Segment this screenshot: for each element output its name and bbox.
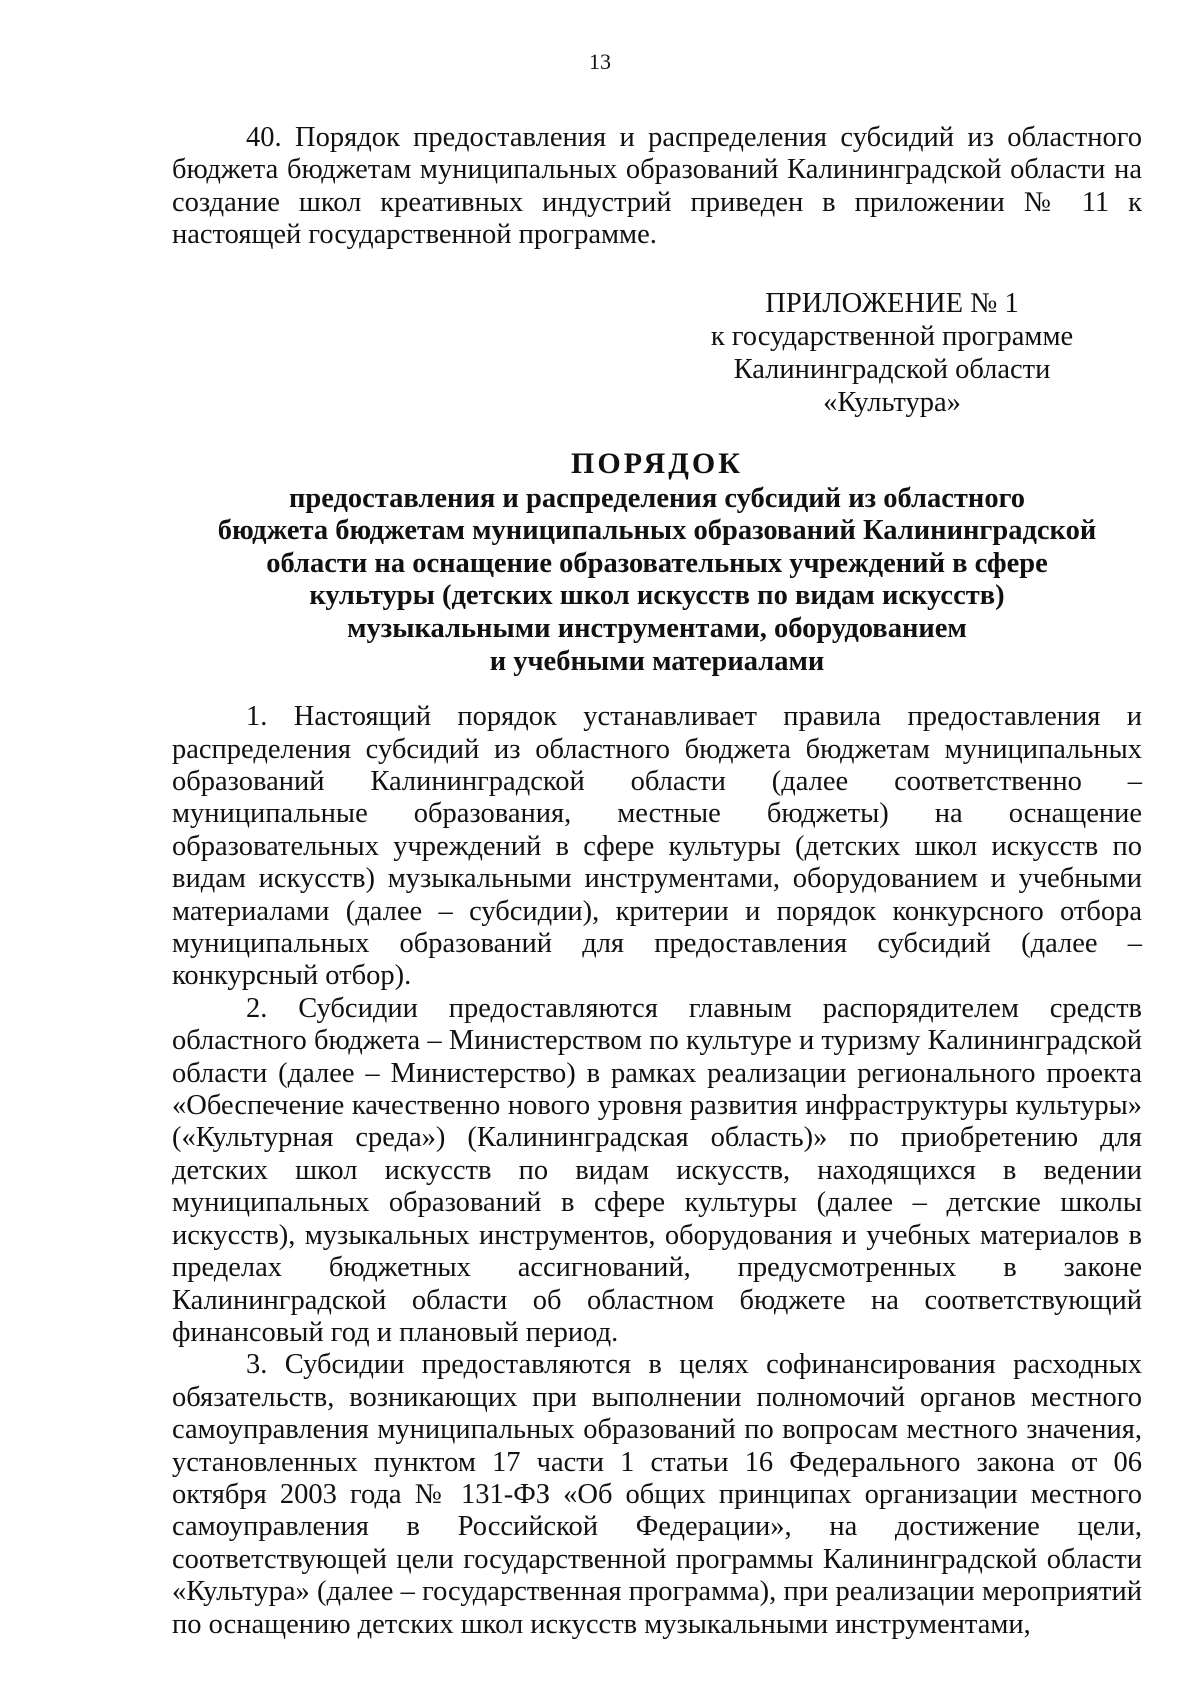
appendix-region-line: Калининградской области bbox=[733, 353, 1051, 385]
appendix-program-line: к государственной программе bbox=[710, 320, 1074, 352]
page-number: 13 bbox=[589, 49, 611, 74]
title-main: ПОРЯДОК bbox=[571, 446, 743, 480]
paragraph-1: 1. Настоящий порядок устанавливает правила предоставления и распределения субсидий из областного бюджета бюджетам муниципальных образований Калининградской области (далее соответственно – муниципальные образования, местные бюджеты) на оснащение образовательных учреждений в сфере культуры (детских школ искусств по видам искусств) музыкальными инструментами, оборудованием и учебными материалами (далее – субсидии), критерии и порядок конкурсного отбора муниципальных образований для предоставления субсидий (далее – конкурсный отбор). bbox=[172, 701, 1142, 992]
paragraph-2: 2. Субсидии предоставляются главным распорядителем средств областного бюджета – Министерством по культуре и туризму Калининградской области (далее – Министерство) в рамках реализации регионального проекта «Обеспечение качественно нового уровня развития инфраструктуры культуры» («Культурная среда») (Калининградская область)» по приобретению для детских школ искусств по видам искусств, находящихся в ведении муниципальных образований в сфере культуры (далее – детские школы искусств), музыкальных инструментов, оборудования и учебных материалов в пределах бюджетных ассигнований, предусмотренных в законе Калининградской области об областном бюджете на соответствующий финансовый год и плановый период. bbox=[172, 992, 1142, 1348]
appendix-program-name: «Культура» bbox=[823, 386, 961, 418]
paragraph-3: 3. Субсидии предоставляются в целях софинансирования расходных обязательств, возникающих при выполнении полномочий органов местного самоуправления муниципальных образований по вопросам местного значения, установленных пунктом 17 части 1 статьи 16 Федерального закона от 06 октября 2003 года № 131-ФЗ «Об общих принципах организации местного самоуправления в Российской Федерации», на достижение цели, соответствующей цели государственной программы Калининградской области «Культура» (далее – государственная программа), при реализации мероприятий по оснащению детских школ искусств музыкальными инструментами, bbox=[172, 1349, 1142, 1640]
document-content bbox=[172, 122, 1142, 1641]
title-line: бюджета бюджетам муниципальных образований Калининградской bbox=[217, 515, 1097, 547]
title-line: области на оснащение образовательных учреждений в сфере bbox=[266, 547, 1048, 579]
title-line: музыкальными инструментами, оборудованием bbox=[347, 613, 967, 644]
appendix-header bbox=[682, 287, 1102, 419]
appendix-label: ПРИЛОЖЕНИЕ № 1 bbox=[765, 287, 1019, 319]
title-line: предоставления и распределения субсидий из областного bbox=[288, 482, 1026, 514]
intro-paragraph: 40. Порядок предоставления и распределения субсидий из областного бюджета бюджетам муниципальных образований Калининградской области на создание школ креативных индустрий приведен в приложении № 11 к настоящей государственной программе. bbox=[172, 122, 1142, 251]
document-title bbox=[172, 445, 1142, 679]
title-line: и учебными материалами bbox=[489, 645, 825, 677]
title-line: культуры (детских школ искусств по видам искусств) bbox=[309, 580, 1005, 612]
body-text bbox=[172, 701, 1142, 1641]
